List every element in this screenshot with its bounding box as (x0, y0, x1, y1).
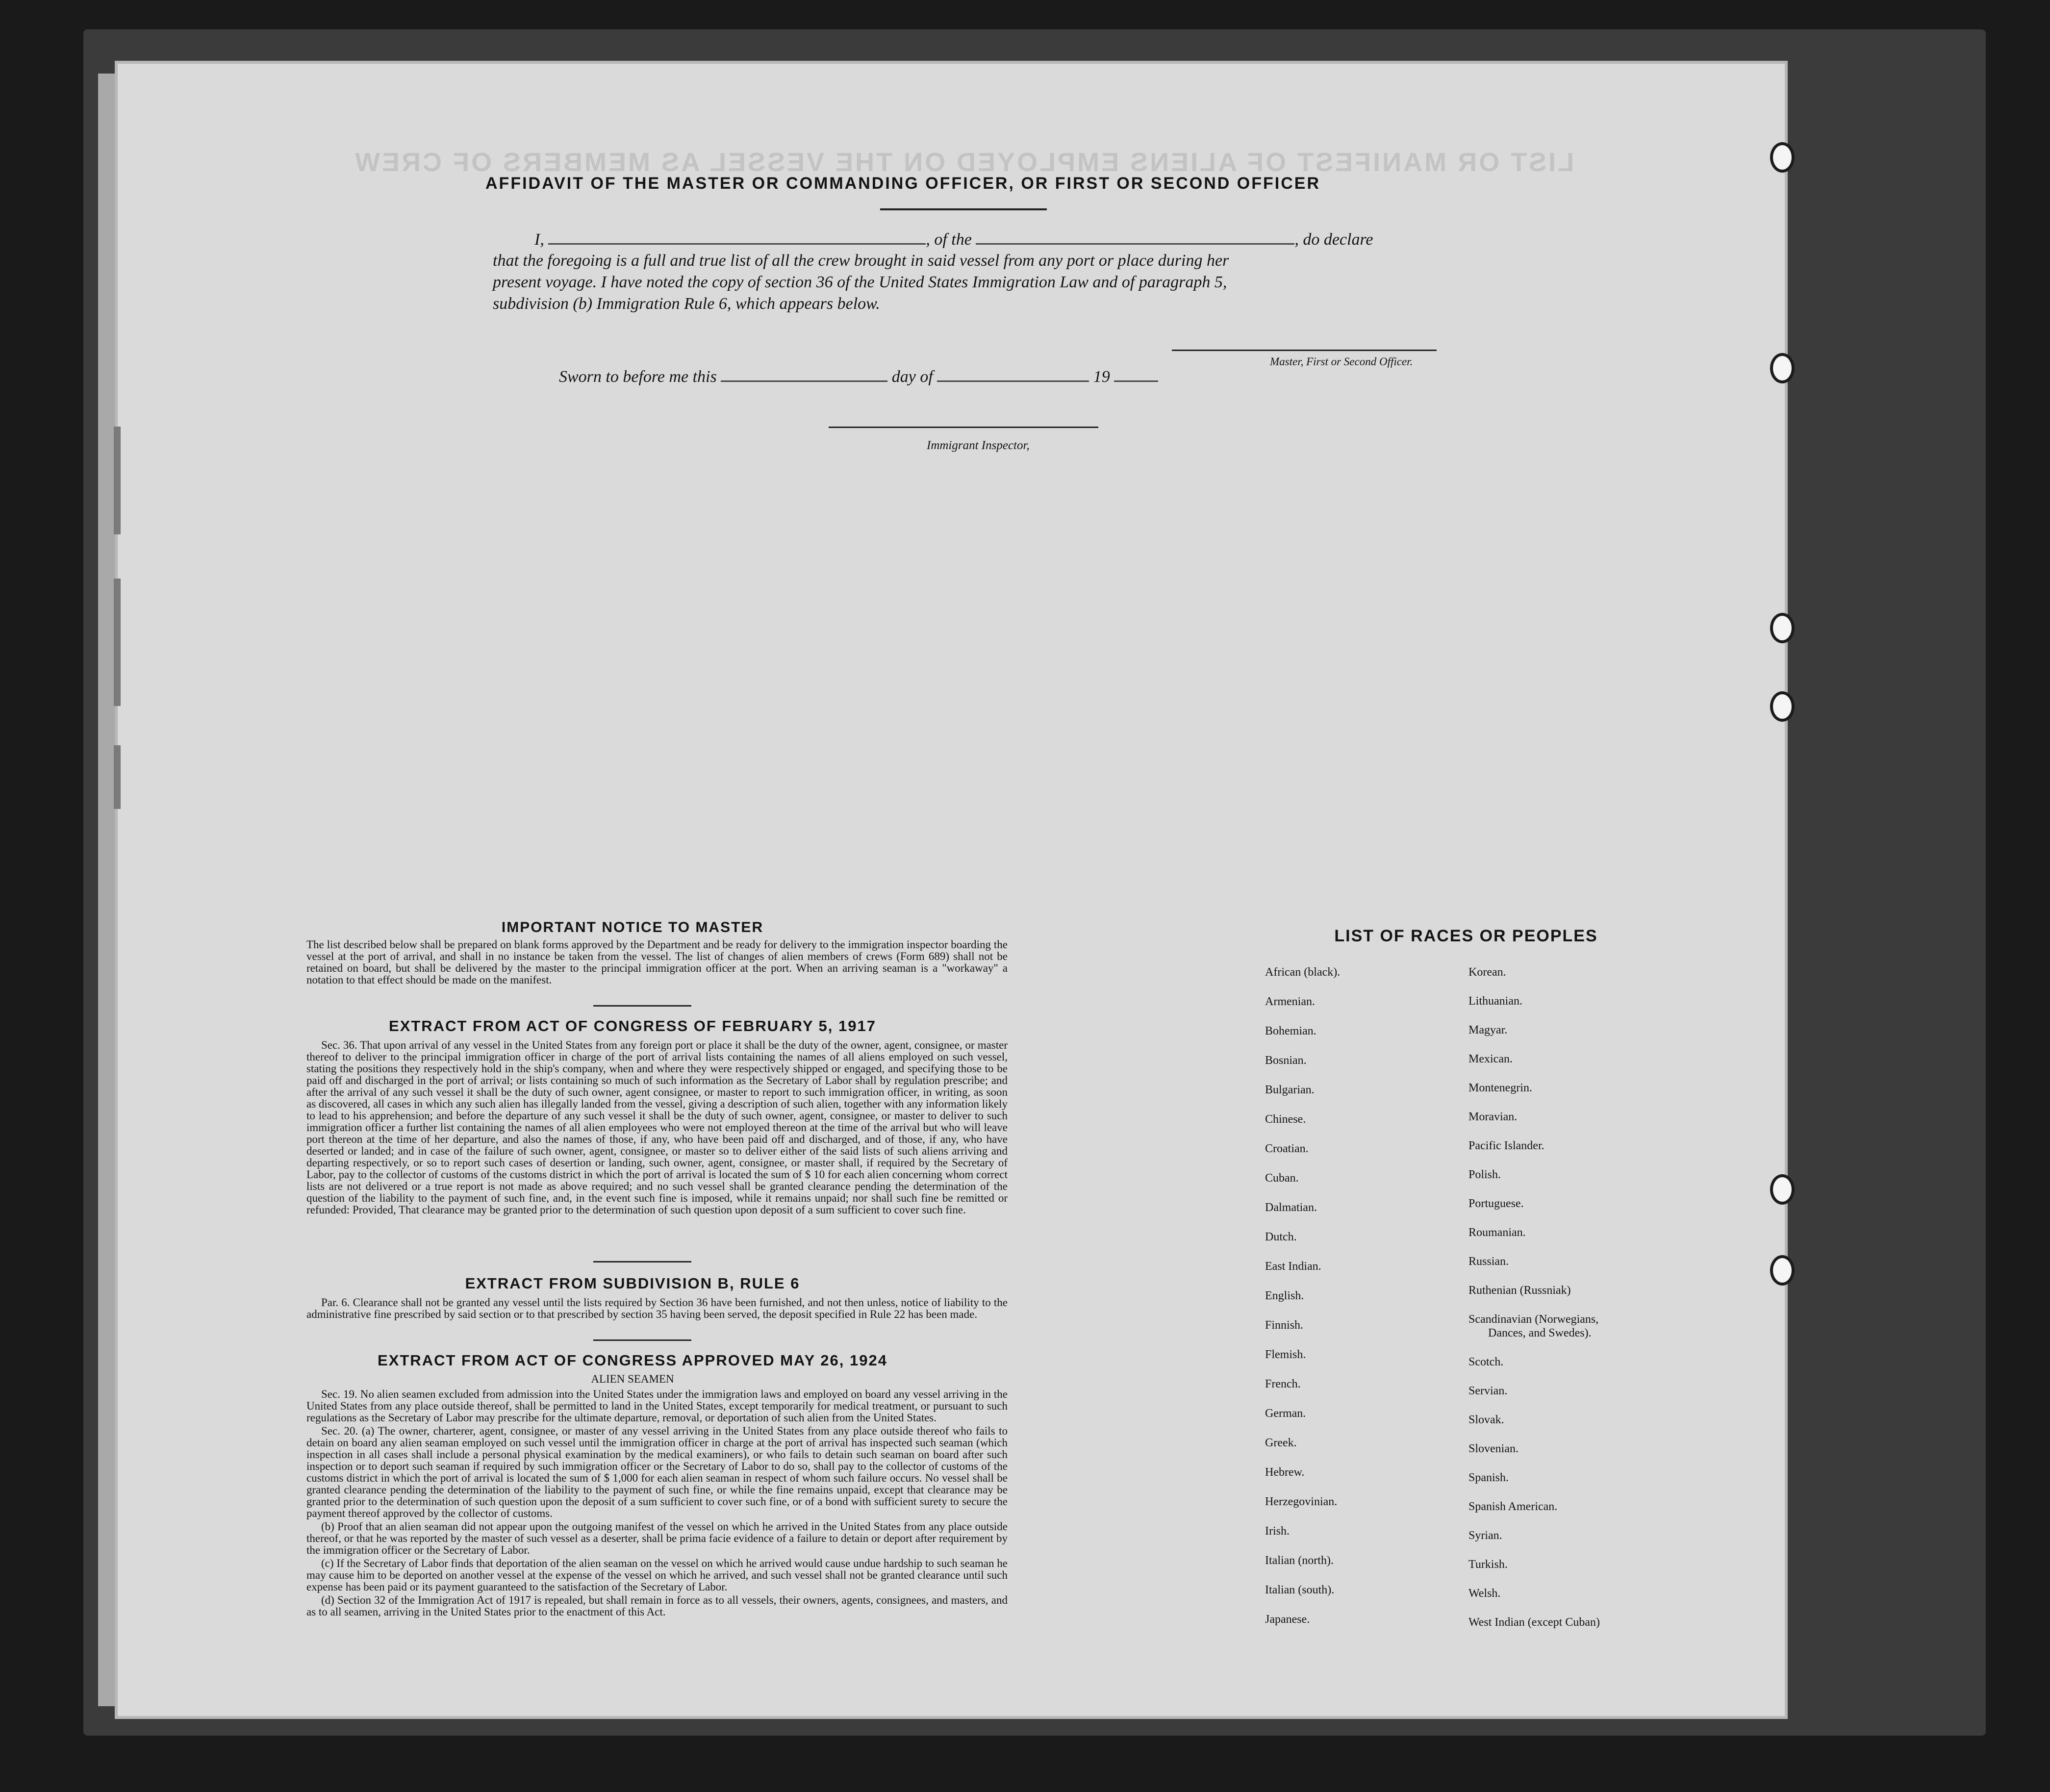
race-item: Lithuanian. (1468, 995, 1522, 1008)
race-item: Korean. (1468, 966, 1506, 979)
affidavit-title: AFFIDAVIT OF THE MASTER OR COMMANDING OFFICER, OR FIRST OR SECOND OFFICER (485, 174, 1320, 193)
master-signature-line[interactable] (1172, 350, 1437, 351)
race-item: German. (1265, 1407, 1306, 1420)
extract-1917-rule (593, 1261, 691, 1262)
race-item: Bosnian. (1265, 1054, 1307, 1067)
race-item: Italian (south). (1265, 1584, 1335, 1596)
binder-hole (1770, 613, 1795, 643)
races-left-column (1265, 966, 1451, 1711)
race-item: Polish. (1468, 1168, 1501, 1181)
vessel-blank[interactable] (976, 243, 1294, 245)
document-page (118, 64, 1785, 1716)
binder-hole (1770, 691, 1795, 722)
inspector-caption: Immigrant Inspector, (927, 439, 1030, 452)
extract-1924-sec20c: (c) If the Secretary of Labor finds that deportation of the alien seaman on the vessel on which he arrived would cause undue hardship to such seaman he may cause him to be deported on another vessel at the expense of the vessel on which he arrived, and such vessel shall not be granted clearance until such expense has been paid or its payment guaranteed to the satisfaction of the Secretary of Labor. (306, 1557, 1008, 1593)
race-item: East Indian. (1265, 1260, 1321, 1273)
extract-1924-sec19: Sec. 19. No alien seamen excluded from admission into the United States under the immigration laws and employed on board any vessel arriving in the United States from any place outside thereof, shall be permitted to land in the United States, except temporarily for medical treatment, or pursuant to such regulations as the Secretary of Labor may prescribe for the ultimate departure, removal, or deportation of such alien from the United States. (306, 1388, 1008, 1424)
notice-text: The list described below shall be prepared on blank forms approved by the Department and be ready for delivery to the immigration inspector boarding the vessel at the port of arrival, and shall in no instance be taken from the vessel. The list of changes of alien members of crews (Form 689) shall not be retained on board, but shall be delivered by the master to the principal immigration officer at the port. When an arriving seaman is a "workaway" a notation to that effect should be made on the manifest. (306, 938, 1008, 986)
sworn-year: 19 (1093, 368, 1110, 386)
rule6-rule (593, 1339, 691, 1341)
race-item: Spanish American. (1468, 1500, 1558, 1513)
race-item: Croatian. (1265, 1142, 1309, 1155)
race-item: Mexican. (1468, 1053, 1513, 1065)
margin-mark (114, 745, 121, 809)
race-item: Italian (north). (1265, 1554, 1334, 1567)
race-item: Herzegovinian. (1265, 1495, 1338, 1508)
binder-hole (1770, 1174, 1795, 1205)
binder-hole (1770, 142, 1795, 173)
race-item: French. (1265, 1378, 1301, 1390)
race-item: Cuban. (1265, 1172, 1299, 1185)
extract-1924-title: EXTRACT FROM ACT OF CONGRESS APPROVED MAY 26, 1924 (378, 1352, 887, 1369)
race-item: Russian. (1468, 1255, 1509, 1268)
race-item: Scotch. (1468, 1356, 1504, 1368)
race-item: Ruthenian (Russniak) (1468, 1284, 1571, 1297)
race-item: Armenian. (1265, 995, 1315, 1008)
race-item: Bulgarian. (1265, 1084, 1315, 1096)
bleed-through-header: LIST OR MANIFEST OF ALIENS EMPLOYED ON THE VESSEL AS MEMBERS OF CREW (353, 148, 1574, 177)
race-item: Irish. (1265, 1525, 1290, 1538)
race-item: Welsh. (1468, 1587, 1501, 1600)
race-item: Montenegrin. (1468, 1082, 1532, 1094)
affidavit-i: I, (534, 230, 544, 249)
race-item: Greek. (1265, 1437, 1297, 1449)
master-caption: Master, First or Second Officer. (1270, 355, 1413, 368)
affidavit-line-1 (534, 230, 1554, 249)
sworn-date-blank[interactable] (721, 380, 887, 382)
race-item: African (black). (1265, 966, 1341, 979)
race-item: Pacific Islander. (1468, 1139, 1544, 1152)
binder-hole (1770, 353, 1795, 383)
extract-1917-text: Sec. 36. That upon arrival of any vessel in the United States from any foreign port or place it shall be the duty of the owner, agent, consignee, or master thereof to deliver to the principal immigration officer in charge of the port of arrival lists containing the names of all aliens employed on such vessel, stating the positions they respectively hold in the ship's company, when and where they were respectively shipped or engaged, and specifying those to be paid off and discharged in the port of arrival; or lists containing so much of such information as the Secretary of Labor shall by regulation prescribe; and after the arrival of any such vessel it shall be the duty of such owner, agent consignee, or master to report to such immigration officer, in writing, as soon as discovered, all cases in which any such alien has illegally landed from the vessel, giving a description of such alien, together with any information likely to lead to his apprehension; and before the departure of any such vessel it shall be the duty of such owner, agent, consignee, or master to deliver to such immigration officer a further list containing the names of all alien employees who were not employed thereon at the time of the arrival but who will leave port thereon at the time of her departure, and also the names of those, if any, who have been paid off and discharged, and of those, if any, who have deserted or landed; and in case of the failure of such owner, agent, consignee, or master so to deliver either of the said lists of such aliens arriving and departing respectively, or so to report such cases of desertion or landing, such owner, agent, consignee, or master shall, if required by the Secretary of Labor, pay to the collector of customs of the customs district in which the port of arrival is located the sum of $ 10 for each alien concerning whom correct lists are not delivered or a true report is not made as above required; and no such vessel shall be granted clearance pending the determination of the question of the liability to the payment of such fine, and, in the event such fine is imposed, while it remains unpaid; nor shall such fine be remitted or refunded: Provided, That clearance may be granted prior to the determination of such question upon deposit of a sum sufficient to cover such fine. (306, 1039, 1008, 1216)
race-item: Turkish. (1468, 1558, 1508, 1571)
notice-title: IMPORTANT NOTICE TO MASTER (501, 919, 764, 935)
sworn-day-of: day of (891, 368, 933, 386)
affidavit-line-4: subdivision (b) Immigration Rule 6, which appears below. (493, 295, 880, 313)
race-item: Finnish. (1265, 1319, 1304, 1332)
margin-mark (114, 579, 121, 706)
race-item: Syrian. (1468, 1529, 1502, 1542)
race-item: Slovak. (1468, 1413, 1504, 1426)
margin-mark (114, 427, 121, 534)
affidavit-declare: , do declare (1294, 230, 1373, 249)
race-item: Portuguese. (1468, 1197, 1524, 1210)
race-item: Chinese. (1265, 1113, 1306, 1126)
notice-rule (593, 1005, 691, 1007)
race-item: English. (1265, 1289, 1304, 1302)
race-item: Japanese. (1265, 1613, 1310, 1626)
extract-1917-title: EXTRACT FROM ACT OF CONGRESS OF FEBRUARY 5, 1917 (389, 1017, 876, 1035)
sworn-month-blank[interactable] (937, 380, 1089, 382)
race-item: Dances, and Swedes). (1488, 1327, 1592, 1339)
race-item: Dalmatian. (1265, 1201, 1317, 1214)
race-item: Scandinavian (Norwegians, (1468, 1313, 1599, 1326)
affidavit-line-3: present voyage. I have noted the copy of section 36 of the United States Immigration Law and of paragraph 5, (493, 273, 1227, 291)
extract-1924-text (306, 1388, 1008, 1619)
affidavit-of-the: , of the (926, 230, 972, 249)
inspector-signature-line[interactable] (829, 427, 1098, 428)
race-item: Bohemian. (1265, 1025, 1316, 1037)
sworn-line (559, 368, 1158, 386)
extract-1924-sec20b: (b) Proof that an alien seaman did not appear upon the outgoing manifest of the vessel on which he arrived in the United States from any place outside thereof, or that he was reported by the master of such vessel as a deserter, shall be prima facie evidence of a failure to detain or deport after requirement by the immigration officer or the Secretary of Labor. (306, 1520, 1008, 1556)
race-item: Flemish. (1265, 1348, 1306, 1361)
races-title: LIST OF RACES OR PEOPLES (1334, 927, 1598, 945)
sworn-text: Sworn to before me this (559, 368, 717, 386)
race-item: West Indian (except Cuban) (1468, 1616, 1600, 1629)
race-item: Moravian. (1468, 1111, 1518, 1123)
name-blank[interactable] (548, 243, 926, 245)
binder-hole (1770, 1255, 1795, 1286)
affidavit-title-rule (880, 208, 1047, 210)
extract-1924-sec20d: (d) Section 32 of the Immigration Act of 1917 is repealed, but shall remain in force as to all vessels, their owners, agents, consignees, and masters, and as to all seamen, arriving in the United States prior to the enactment of this Act. (306, 1594, 1008, 1618)
race-item: Servian. (1468, 1385, 1508, 1397)
race-item: Magyar. (1468, 1024, 1508, 1036)
sworn-year-blank[interactable] (1114, 380, 1158, 382)
extract-1924-subtitle: ALIEN SEAMEN (591, 1373, 674, 1385)
race-item: Slovenian. (1468, 1442, 1519, 1455)
race-item: Spanish. (1468, 1471, 1509, 1484)
extract-1924-sec20a: Sec. 20. (a) The owner, charterer, agent, consignee, or master of any vessel arriving in the United States from any place outside thereof who fails to detain on board any alien seaman employed on such vessel until the immigration officer in charge at the port of arrival has inspected such seaman (which inspection in all cases shall include a personal physical examination by the medical examiners), or who fails to detain such seaman on board after such inspection or to deport such seaman if required by such immigration officer or the Secretary of Labor to do so, shall pay to the collector of customs of the customs district in which the port of arrival is located the sum of $ 1,000 for each alien seaman in respect of whom such failure occurs. No vessel shall be granted clearance pending the determination of the liability to the payment of such fine, or while the fine remains unpaid, except that clearance may be granted prior to the determination of such question upon the deposit of a sum sufficient to cover such fine, or of a bond with sufficient surety to secure the payment thereof approved by the collector of customs. (306, 1425, 1008, 1519)
races-right-column (1468, 966, 1674, 1711)
rule6-title: EXTRACT FROM SUBDIVISION B, RULE 6 (465, 1275, 800, 1292)
race-item: Dutch. (1265, 1231, 1297, 1243)
affidavit-line-2: that the foregoing is a full and true list of all the crew brought in said vessel from any port or place during her (493, 252, 1229, 270)
race-item: Roumanian. (1468, 1226, 1526, 1239)
rule6-text: Par. 6. Clearance shall not be granted any vessel until the lists required by Section 36 have been furnished, and not then unless, notice of liability to the administrative fine prescribed by said section or to that prescribed by section 35 having been served, the deposit specified in Rule 22 has been made. (306, 1296, 1008, 1320)
race-item: Hebrew. (1265, 1466, 1305, 1479)
